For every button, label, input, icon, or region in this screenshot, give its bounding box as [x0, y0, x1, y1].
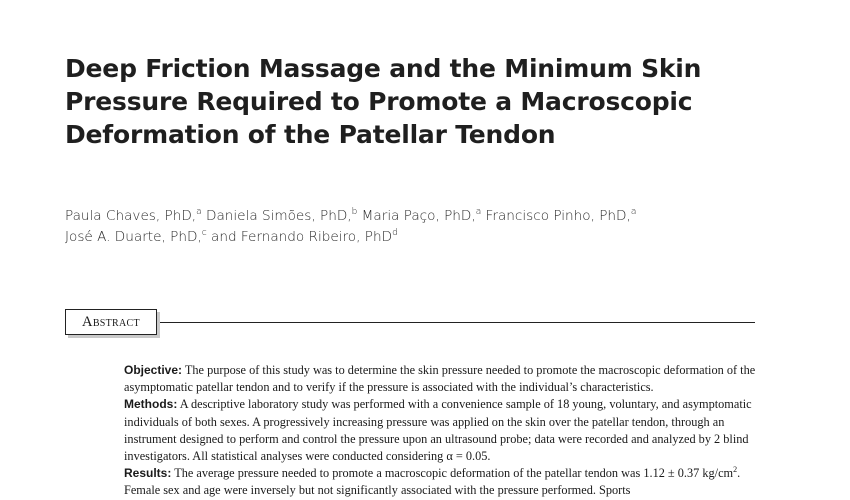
- author-name: and Fernando Ribeiro, PhD: [211, 229, 393, 245]
- author-affiliation: b: [351, 207, 358, 217]
- author-name: Maria Paço, PhD,: [361, 208, 476, 224]
- author-affiliation: d: [392, 228, 398, 238]
- article-title: Deep Friction Massage and the Minimum Skin Pressure Required to Promote a Macroscopic Deformation of the Patellar Tendon: [65, 54, 702, 149]
- author-list: [65, 206, 765, 248]
- author-affiliation: a: [196, 207, 202, 217]
- author-affiliation: a: [475, 207, 482, 217]
- objective-text: The purpose of this study was to determine the skin pressure needed to promote the macroscopic deformation of the asymptomatic patellar tendon and to verify if the pressure is associated with the individual’s characteristics.: [124, 363, 756, 395]
- methods-text: A descriptive laboratory study was performed with a convenience sample of 18 young, voluntary, and asymptomatic individuals of both sexes. A progressively increasing pressure was applied on the skin over the patellar tendon, through an instrument designed to perform and control the pressure upon an ultrasound probe; data were recorded and analyzed by 2 blind investigators. All statistical analyses were conducted considering α = 0.05.: [124, 397, 752, 464]
- results-superscript: 2: [733, 465, 738, 475]
- abstract-heading: Abstract: [65, 309, 157, 335]
- abstract-methods: [124, 396, 764, 465]
- abstract-results: [124, 465, 764, 499]
- author-affiliation: a: [630, 207, 637, 217]
- objective-label: Objective:: [124, 363, 183, 377]
- results-text-continued: . Female sex and age were inversely but not significantly associated with the pressure performed. Sports: [124, 466, 741, 498]
- abstract-divider: [65, 322, 755, 323]
- author-name: Daniela Simões, PhD,: [205, 208, 352, 224]
- author-name: José A. Duarte, PhD,: [65, 229, 202, 245]
- results-text: The average pressure needed to promote a macroscopic deformation of the patellar tendon was 1.12 ± 0.37 kg/cm: [174, 466, 734, 481]
- author-affiliation: c: [201, 228, 207, 238]
- results-label: Results:: [124, 466, 172, 481]
- abstract-objective: [124, 362, 764, 396]
- methods-label: Methods:: [124, 397, 178, 412]
- author-name: Francisco Pinho, PhD,: [485, 208, 631, 224]
- abstract-body: [124, 362, 764, 500]
- author-name: Paula Chaves, PhD,: [65, 208, 197, 224]
